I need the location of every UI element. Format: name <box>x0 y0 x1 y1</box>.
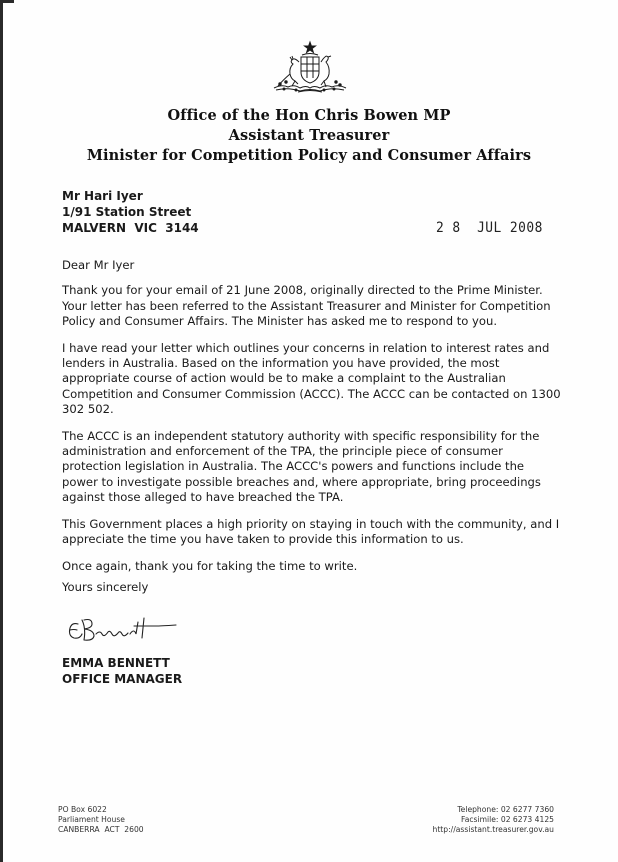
paragraph: I have read your letter which outlines your concerns in relation to interest rates and lenders in Australia. Based on the information you have provided, the most appropriate course of action would be to make a complaint to the Australian Competition and Consumer Commission (ACCC). The ACCC can be contacted on 1300 302 502. <box>62 340 561 417</box>
footer-po-box: PO Box 6022 <box>58 805 107 814</box>
closing: Yours sincerely <box>62 580 149 594</box>
signer-name: EMMA BENNETT <box>62 656 170 670</box>
paragraph: Thank you for your email of 21 June 2008, originally directed to the Prime Minister. Your letter has been referred to the Assistant Treasurer and Minister for Competition Policy and Consumer Affairs. The Minister has asked me to respond to you. <box>62 283 551 329</box>
recipient-address <box>62 188 199 236</box>
scan-edge-top <box>0 0 14 3</box>
role-title: Assistant Treasurer <box>228 127 390 144</box>
recipient-street: 1/91 Station Street <box>62 205 192 219</box>
coat-of-arms-icon <box>268 40 352 94</box>
signature-icon <box>64 612 184 652</box>
salutation: Dear Mr Iyer <box>62 258 135 272</box>
office-title: Office of the Hon Chris Bowen MP <box>167 107 451 124</box>
footer-postal-address <box>58 805 144 836</box>
footer-city: CANBERRA ACT 2600 <box>58 825 144 835</box>
footer-contact <box>433 805 554 836</box>
letterhead <box>0 106 618 166</box>
footer-building: Parliament House <box>58 815 125 825</box>
footer-website: http://assistant.treasurer.gov.au <box>432 825 554 835</box>
paragraph: This Government places a high priority on staying in touch with the community, and I appreciate the time you have taken to provide this information to us. <box>62 516 560 547</box>
ministry-title: Minister for Competition Policy and Consumer Affairs <box>86 147 532 164</box>
footer-facsimile: Facsimile: 02 6273 4125 <box>461 815 554 825</box>
signer-title: OFFICE MANAGER <box>62 671 183 686</box>
recipient-name: Mr Hari Iyer <box>62 189 143 203</box>
signer-block <box>62 656 182 687</box>
date-stamp: 2 8 JUL 2008 <box>436 220 543 236</box>
paragraph: The ACCC is an independent statutory authority with specific responsibility for the administration and enforcement of the TPA, the principle piece of consumer protection legislation in Australia. The ACCC's powers and functions include the power to investigate possible breaches and, where appropriate, bring proceedings against those alleged to have breached the TPA. <box>62 428 541 505</box>
footer-telephone: Telephone: 02 6277 7360 <box>457 805 554 814</box>
letter-body <box>62 258 562 585</box>
paragraph: Once again, thank you for taking the time to write. <box>62 558 358 573</box>
recipient-locality: MALVERN VIC 3144 <box>62 221 199 235</box>
